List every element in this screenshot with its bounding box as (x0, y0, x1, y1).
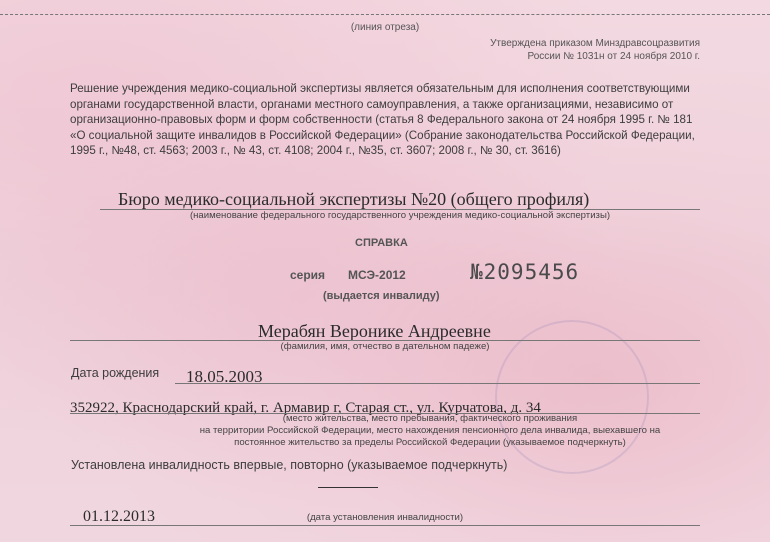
established-date-caption: (дата установления инвалидности) (306, 512, 464, 523)
institution-caption: (наименование федерального государственного учреждения медико-социальной экспертизы) (189, 210, 611, 221)
approval-block (490, 37, 700, 63)
address-value: 352922, Краснодарский край, г. Армавир г, Старая ст., ул. Курчатова, д. 34 (70, 400, 541, 416)
address-caption-line-2: на территории Российской Федерации, место нахождения пенсионного дела инвалида, выехавшего на (199, 425, 661, 436)
birth-date-label: Дата рождения (71, 366, 160, 380)
issued-to-note: (выдается инвалиду) (323, 290, 440, 302)
established-date-value: 01.12.2013 (83, 508, 155, 525)
disability-underline-mark (318, 487, 378, 488)
perforation-line (0, 0, 770, 15)
institution-name: Бюро медико-социальной экспертизы №20 (общего профиля) (118, 189, 590, 209)
established-date-underline (70, 525, 700, 526)
birth-date-underline (175, 383, 700, 384)
certificate-number: №2095456 (470, 260, 580, 284)
cut-line-label: (линия отреза) (350, 22, 420, 33)
disability-status-text: Установлена инвалидность впервые, повторно (указываемое подчеркнуть) (71, 458, 508, 472)
legal-intro-text: Решение учреждения медико-социальной экспертизы является обязательным для исполнения соответствующими органами государственной власти, органами местного самоуправления, а также организациями, независимо от организационно-правовых форм и форм собственности (статья 8 Федерального закона от 24 ноября 1995 г. № 181 «О социальной защите инвалидов в Российской Федерации» (Собрание законодательства Российской Федерации, 1995 г., №48, ст. 4563; 2003 г., № 43, ст. 4108; 2004 г., №35, ст. 3607; 2008 г., № 30, ст. 3616) (70, 82, 695, 157)
birth-date-value: 18.05.2003 (186, 367, 263, 386)
series-label: серия (290, 268, 326, 282)
approval-line-2: России № 1031н от 24 ноября 2010 г. (527, 51, 700, 62)
address-caption (150, 413, 710, 449)
approval-line-1: Утверждена приказом Минздравсоцразвития (490, 38, 700, 49)
address-caption-line-3: постоянное жительство за пределы Российской Федерации (указываемое подчеркнуть) (234, 437, 626, 448)
person-caption: (фамилия, имя, отчество в дательном падеже) (280, 341, 490, 352)
person-name: Мерабян Веронике Андреевне (258, 321, 491, 341)
certificate-title: СПРАВКА (355, 237, 408, 249)
address-caption-line-1: (место жительства, место пребывания, фактического проживания (282, 413, 578, 424)
series-value: МСЭ-2012 (348, 268, 406, 282)
